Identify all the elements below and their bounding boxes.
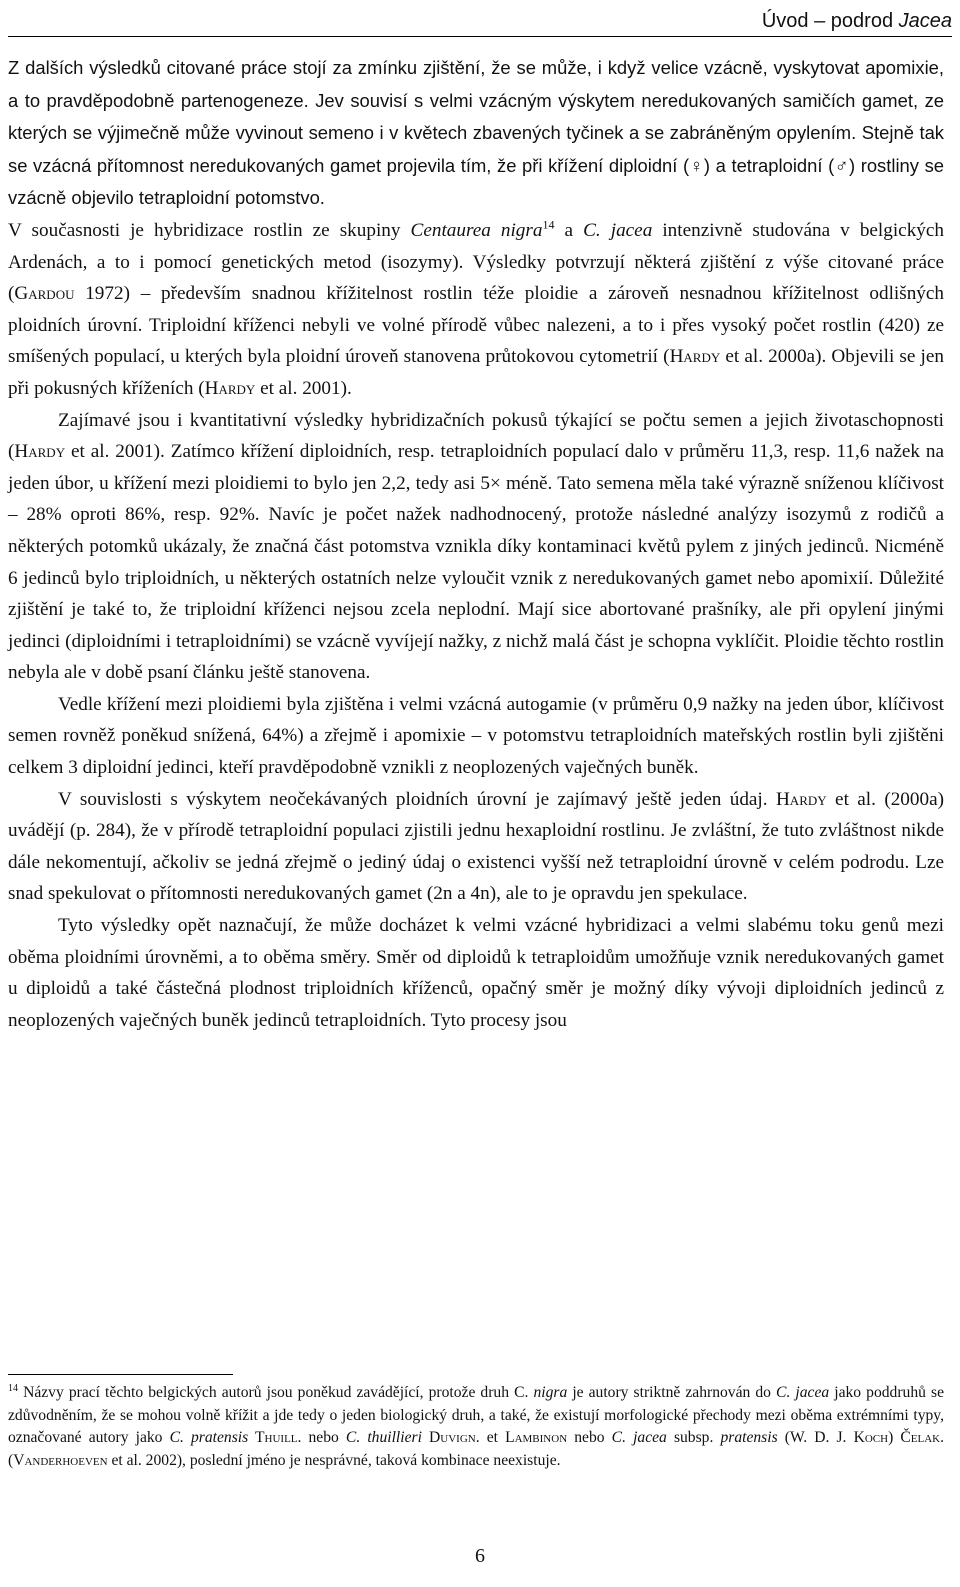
paragraph-2-text: Zajímavé jsou i kvantitativní výsledky hybridizačních pokusů týkající se počtu semen a jejich životaschopnosti ( [8,409,944,463]
paragraph-1-sans: Z dalších výsledků citované práce stojí za zmínku zjištění, že se může, i když velice vzácně, vyskytovat apomixie, a to pravděpodobně partenogeneze. Jev souvisí s velmi vzácným výskytem neredukovaných samičích gamet, ze kterých se výjimečně může vyvinout semeno i v květech zbavených tyčinek a se zabráněným opylením. Stejně tak se vzácná přítomnost neredukovaných gamet projevila tím, že při křížení diploidní (♀) a tetraploidní (♂) rostliny se vzácně objevilo tetraploidní potomstvo. [8,57,944,209]
author-name: Hardy [14,441,66,463]
taxon-name: C. jacea [776,1384,830,1401]
paragraph-1 [8,52,944,405]
author-name: Vanderhoeven [13,1451,108,1469]
taxon-name: pratensis [720,1429,778,1447]
footnote-divider [8,1374,233,1375]
author-name: Hardy [775,788,827,810]
paragraph-3: Vedle křížení mezi ploidiemi byla zjištěna i velmi vzácná autogamie (v průměru 0,9 nažky na jeden úbor, klíčivost semen rovněž poněkud snížená, 64%) a zřejmě i apomixie – v potomstvu tetraploidních mateřských rostlin byli zjištěni celkem 3 diploidní jedinci, kteří pravděpodobně vznikli z neoplozených vaječných buněk. [8,693,944,779]
footnote-ref[interactable]: 14 [542,217,555,232]
paragraph-1-text: 1972) – především snadnou křížitelnost rostlin téže ploidie a zároveň nesnadnou křížitelnost odlišných ploidních úrovní. Triploidní kříženci nebyli ve volné přírodě vůbec nalezeni, a to i přes vysoký počet rostlin (420) ze smíšených populací, u kterých byla ploidní úroveň stanovena průtokovou cytometrií ( [8,283,944,368]
footnote-text: et [479,1429,506,1447]
footnote-text: je autory striktně zahrnován do [567,1384,777,1401]
taxon-name: C. jacea [611,1429,667,1447]
taxon-name: Centaurea nigra [410,219,543,241]
paragraph-1-text: et al. 2000a). Objevili se jen při pokusných kříženích ( [8,346,944,399]
author-name: Lambinon [505,1429,568,1447]
footnote-text: ) [888,1429,901,1447]
running-header [8,6,952,37]
footnote [8,1382,944,1472]
paragraph-2 [8,405,944,689]
author-name: Duvign. [421,1429,480,1447]
footnote-text: jako poddruhů se zdůvodněním, že se mohou volně křížit a jde tedy o jeden biologický druh, a také, že existují morfologické přechody mezi oběma extrémními typy, označované autory jako [8,1384,944,1447]
paragraph-4-text: et al. (2000a) uvádějí (p. 284), že v přírodě tetraploidní populaci zjistili jednu hexaploidní rostlinu. Je zvláštní, že tuto zvláštnost nikde dále nekomentují, ačkoliv se jedná zřejmě o jediný údaj o existenci vyšší než tetraploidní úrovně v celém podrodu. Lze snad spekulovat o přítomnosti neredukovaných gamet (2n a 4n), ale to je opravdu jen spekulace. [8,788,944,905]
taxon-name: C. jacea [583,219,653,241]
footnote-text: et al. 2002), poslední jméno je nesprávné, taková kombinace neexistuje. [107,1451,561,1469]
header-genus: Jacea [898,10,952,32]
paragraph-4 [8,784,944,910]
author-name: Gardou [14,283,75,305]
taxon-name: C. thuillieri [345,1429,422,1447]
author-name: Hardy [669,346,721,368]
paragraph-1-text: a [554,219,584,241]
footnote-text: ( [8,1451,14,1469]
footnote-number: 14 [8,1382,18,1394]
author-name: Koch [853,1429,889,1447]
body-text [8,52,944,1036]
footnote-text: (W. D. J. [777,1429,854,1447]
footnote-text: nebo [301,1429,346,1447]
author-name: Hardy [204,377,256,399]
paragraph-2-text: et al. 2001). Zatímco křížení diploidních, resp. tetraploidních populací dalo v průměru 11,3, resp. 11,6 nažek na jeden úbor, u křížení mezi ploidiemi to bylo jen 2,2, tedy asi 5× méně. Tato semena měla také výrazně sníženou klíčivost – 28% oproti 86%, resp. 92%. Navíc je počet nažek nadhodnocený, protože následné analýzy isozymů z rodičů a některých potomků ukázaly, že značná část potomstva vznikla díky kontaminaci květů pylem z jiných jedinců. Nicméně 6 jedinců bylo triploidních, u některých ostatních nelze vyloučit vznik z neredukovaných gamet nebo apomixií. Důležité zjištění je také to, že triploidní kříženci nejsou zcela neplodní. Mají sice abortované prašníky, ale při opylení jinými jedinci (diploidními i tetraploidními) se vzácně vyvíjejí nažky, z nichž malá část je schopna vyklíčit. Ploidie těchto rostlin nebyla ale v době psaní článku ještě stanovena. [8,441,944,684]
footnote-text: Názvy prací těchto belgických autorů jsou poněkud zavádějící, protože druh C. [18,1384,534,1401]
taxon-name: C. pratensis [169,1429,249,1447]
header-text: Úvod – podrod [761,10,899,32]
paragraph-4-text: V souvislosti s výskytem neočekávaných ploidních úrovní je zajímavý ještě jeden údaj. [58,788,776,810]
paragraph-5: Tyto výsledky opět naznačují, že může docházet k velmi vzácné hybridizaci a velmi slabému toku genů mezi oběma ploidními úrovněmi, a to oběma směry. Směr od diploidů k tetraploidům umožňuje vznik neredukovaných gamet u diploidů a také částečná plodnost triploidních kříženců, opačný směr je možný díky vývoji diploidních jedinců z neoplozených vaječných buněk jedinců tetraploidních. Tyto procesy jsou [8,915,944,1031]
paragraph-1-text: intenzivně studována v belgických Ardenách, a to i pomocí genetických metod (isozymy). Výsledky potvrzují některá zjištění z výše citované práce ( [8,219,944,305]
paragraph-1-text: V současnosti je hybridizace rostlin ze skupiny [8,219,411,241]
paragraph-1-text: et al. 2001). [255,377,352,399]
taxon-name: nigra [533,1384,568,1401]
footnote-text: nebo [567,1429,612,1447]
author-name: Thuill. [248,1429,302,1447]
footnote-text: subsp. [666,1429,721,1447]
page-number: 6 [475,1545,485,1567]
author-name: Čelak. [900,1429,944,1447]
